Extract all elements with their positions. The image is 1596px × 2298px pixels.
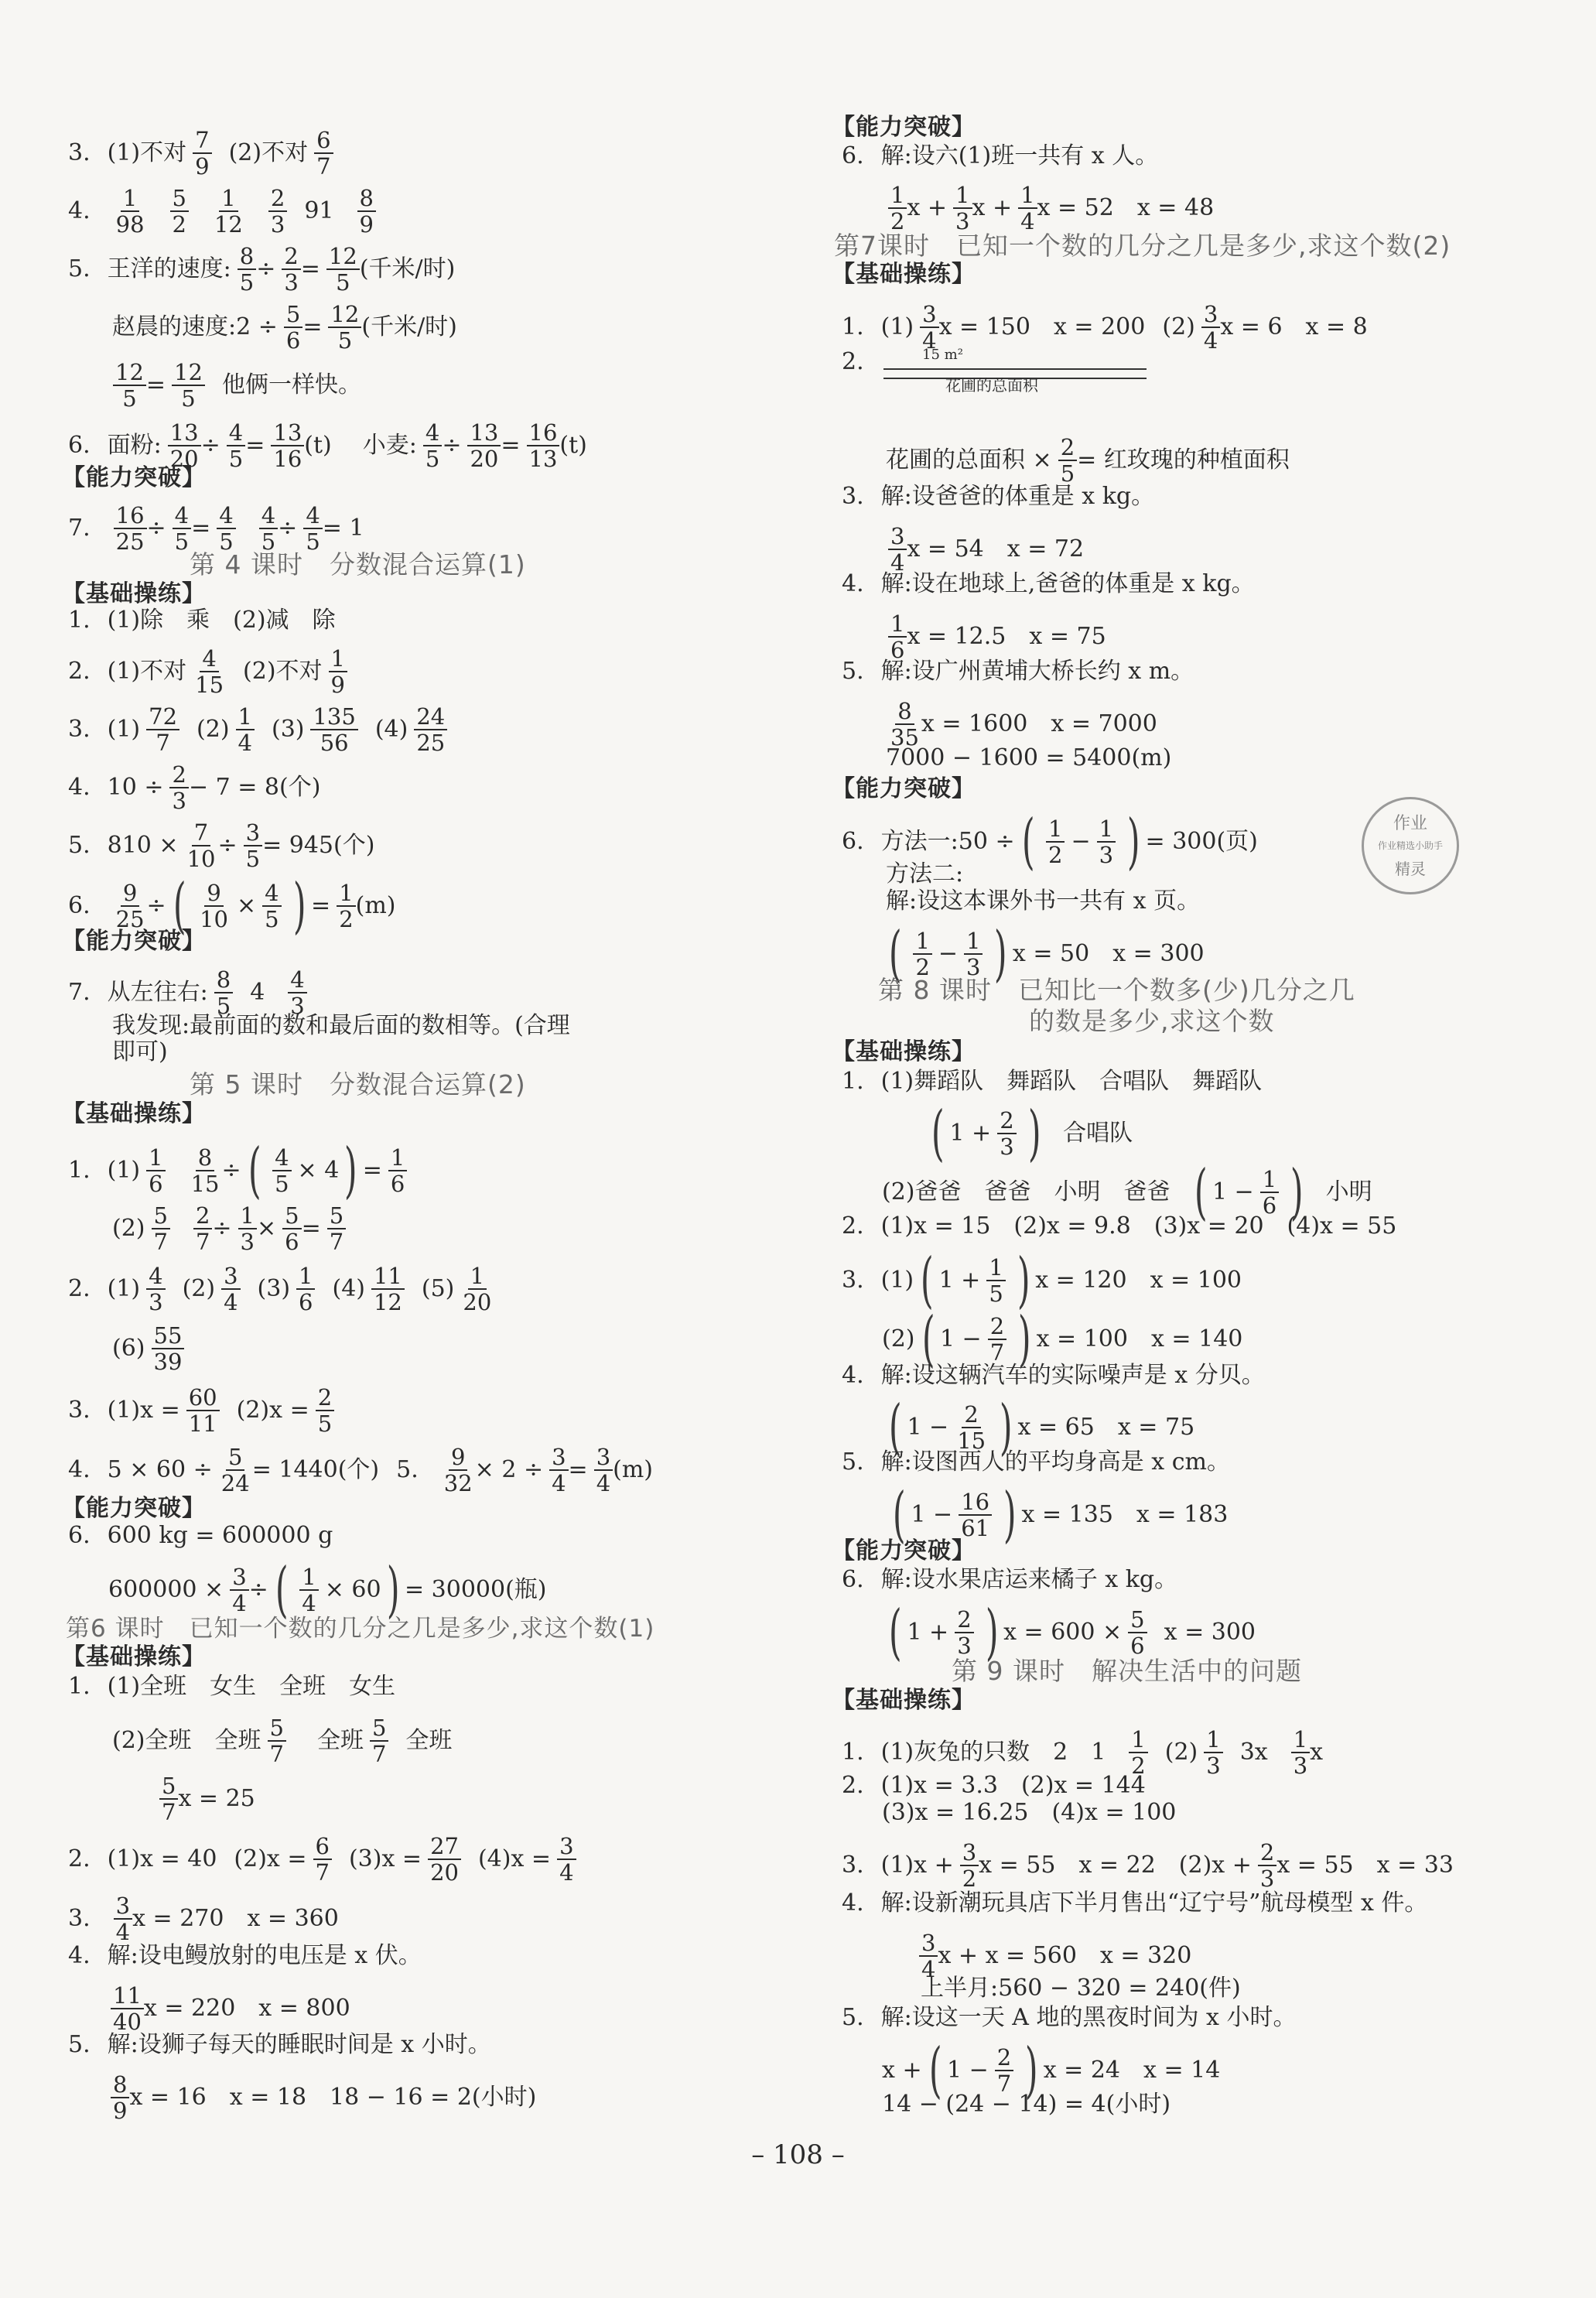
fraction: $\frac{12}{5}$	[326, 244, 360, 295]
answer-5-line-3: 14 − (24 − 14) = 4(小时)	[882, 2091, 1171, 2118]
answer-text: 即可)	[112, 1038, 168, 1065]
lesson-title: 第7课时 已知一个数的几分之几是多少,求这个数(2)	[834, 231, 1451, 261]
section-heading: 【能力突破】	[62, 1495, 206, 1522]
fraction: $\frac{1}{3}$	[964, 928, 983, 980]
fraction: $\frac{4}{5}$	[173, 503, 191, 554]
fraction: 24 25	[414, 704, 447, 755]
answer-2-line: 2. (1)x = 15 (2)x = 9.8 (3)x = 20 (4)x = 55	[842, 1212, 1397, 1240]
fraction: $\frac{12}{5}$	[328, 302, 361, 353]
answer-2-line: 2. (1)不对 4 15 (2)不对 1 9	[68, 646, 347, 697]
fraction: $\frac{6}{7}$	[313, 1834, 332, 1885]
fraction: $\frac{2}{3}$	[1258, 1840, 1276, 1891]
answer-6-line: 6. 面粉: $\frac{13}{20}$ ÷ $\frac{4}{5}$ = $\frac{13}{16}$ (t) 小麦: $\frac{4}{5}$ ÷ $\frac{13}{20}$ = $\frac{16}{13}$ (t)	[68, 419, 587, 472]
answer-6-line-2: ( 1 + $\frac{2}{3}$ ) x = 600 × $\frac{5}{6}$ x = 300	[882, 1607, 1256, 1658]
answer-text: 方法二:	[886, 860, 964, 887]
answer-5-line: 5. 解:设广州黄埔大桥长约 x m。	[842, 658, 1194, 685]
fraction: 4 3	[146, 1264, 165, 1315]
fraction: 3 4	[920, 302, 938, 353]
section-heading: 【能力突破】	[62, 928, 206, 955]
answer-3-line: 3. 解:设爸爸的体重是 x kg。	[842, 483, 1155, 510]
answer-6-line: 6. 解:设水果店运来橘子 x kg。	[842, 1566, 1178, 1593]
answer-5-line-3: $\frac{12}{5}$ = $\frac{12}{5}$ 他俩一样快。	[107, 360, 361, 411]
lesson-title: 第 8 课时 已知比一个数多(少)几分之几	[878, 975, 1355, 1005]
answer-4-line-2: 1 6 x = 12.5 x = 75	[882, 611, 1106, 662]
fraction: $\frac{2}{7}$	[193, 1203, 212, 1254]
fraction: 11 40	[111, 1983, 144, 2034]
fraction: $\frac{1}{6}$	[388, 1145, 407, 1196]
fraction: $\frac{60}{11}$	[186, 1385, 220, 1436]
fraction: 55 39	[152, 1323, 185, 1374]
bracket-group: ( 1 − $\frac{16}{61}$ )	[892, 1480, 1017, 1550]
fraction: 3 4	[919, 1930, 938, 1982]
fraction: $\frac{4}{5}$	[272, 1145, 291, 1196]
answer-4-line-2: 11 40 x = 220 x = 800	[104, 1983, 350, 2034]
fraction: $\frac{3}{2}$	[960, 1840, 979, 1891]
answer-3-line: 3. (1)x + $\frac{3}{2}$ x = 55 x = 22 (2)x + $\frac{2}{3}$ x = 55 x = 33	[842, 1839, 1454, 1892]
bracket-group: ( 1 + $\frac{1}{5}$ )	[920, 1246, 1030, 1315]
answer-4-line: 4. 解:设这辆汽车的实际噪声是 x 分贝。	[842, 1362, 1265, 1389]
fraction: $\frac{2}{5}$	[316, 1385, 334, 1436]
fraction: 1 2	[1046, 816, 1065, 867]
fraction: $\frac{2}{3}$	[282, 244, 300, 295]
answer-3-line: 3. (1)不对 7 9 (2)不对 6 7	[68, 128, 333, 179]
answer-4-line: 4. 1 98 5 2 1 12 2 3 91 8 9	[68, 186, 376, 237]
fraction: $\frac{2}{5}$	[1058, 435, 1077, 486]
answer-1-line: 1. (1)灰兔的只数 2 1 1 2 (2) 1 3 3x 1 3 x	[842, 1726, 1324, 1779]
answer-5-line: 5. 解:设这一天 A 地的黑夜时间为 x 小时。	[842, 2004, 1297, 2031]
lesson-title: 第 5 课时 分数混合运算(2)	[190, 1069, 526, 1099]
fraction: $\frac{9}{25}$	[115, 880, 145, 932]
fraction: $\frac{2}{7}$	[995, 2045, 1013, 2096]
fraction: $\frac{4}{5}$	[303, 503, 322, 554]
fraction: $\frac{3}{4}$	[557, 1834, 576, 1885]
fraction: 4 3	[288, 967, 306, 1018]
answer-4-5-line: 4. 5 × 60 ÷ $\frac{5}{24}$ = 1440(个) 5. $\frac{9}{32}$ × 2 ÷ $\frac{3}{4}$ = $\frac{3}{4}$ (m)	[68, 1444, 653, 1496]
lesson-title: 第6 课时 已知一个数的几分之几是多少,求这个数(1)	[66, 1615, 655, 1643]
answer-text: 解:设这本课外书一共有 x 页。	[886, 887, 1201, 915]
fraction: 5 7	[370, 1715, 388, 1766]
answer-2-line-2: (3)x = 16.25 (4)x = 100	[882, 1799, 1177, 1826]
fraction: $\frac{3}{5}$	[244, 820, 262, 871]
fraction: $\frac{2}{3}$	[169, 762, 188, 813]
answer-3-line-2: (2) ( 1 − $\frac{2}{7}$ ) x = 100 x = 140	[882, 1305, 1243, 1374]
fraction: 6 7	[314, 128, 333, 179]
fraction: $\frac{1}{3}$	[953, 183, 972, 234]
answer-1-line: 1. (1)除 乘 (2)减 除	[68, 607, 336, 634]
bracket-group: ( 1 − $\frac{2}{7}$ )	[921, 1305, 1031, 1374]
fraction: 1 12	[214, 185, 243, 238]
fraction: $\frac{5}{6}$	[284, 302, 302, 353]
answer-1-line: 1. (1) 3 4 x = 150 x = 200 (2) 3 4 x = 6 x = 8	[842, 301, 1368, 354]
fraction: $\frac{4}{5}$	[227, 420, 245, 471]
answer-1-line: 1. (1) 1 6 $\frac{8}{15}$ ÷ ( $\frac{4}{5}$ × 4 ) = $\frac{1}{6}$	[68, 1145, 407, 1196]
bracket-group: ( 1 − $\frac{2}{7}$ )	[928, 2036, 1038, 2105]
lesson-title: 第 9 课时 解决生活中的问题	[952, 1656, 1302, 1686]
fraction: $\frac{16}{25}$	[114, 503, 147, 554]
fraction: 3 4	[888, 524, 907, 575]
answer-1-line: 1. (1)全班 女生 全班 女生	[68, 1673, 396, 1700]
fraction: 1 9	[329, 646, 347, 697]
fraction: $\frac{12}{5}$	[113, 360, 146, 411]
fraction: 8 9	[357, 186, 376, 237]
fraction: 1 2	[888, 183, 907, 234]
answer-6-line: 6. 600 kg = 600000 g	[68, 1522, 333, 1549]
bracket-group: ( $\frac{4}{5}$ × 4 )	[248, 1136, 357, 1205]
bracket-group: ( 1 − $\frac{1}{6}$ )	[1194, 1158, 1304, 1227]
bracket-group: ( 1 2 − $\frac{1}{3}$ )	[888, 919, 1008, 989]
fraction: $\frac{2}{7}$	[988, 1314, 1006, 1365]
answer-3-line: 3. (1)x = $\frac{60}{11}$ (2)x = $\frac{2}{5}$	[68, 1385, 334, 1436]
answer-2-line: 2. (1) 4 3 (2) 3 4 (3) 1 6 (4) 11 12 (5) 1 20	[68, 1264, 494, 1315]
section-heading: 【能力突破】	[832, 114, 976, 141]
fraction: $\frac{9}{32}$	[443, 1444, 473, 1496]
fraction: $\frac{13}{20}$	[467, 420, 501, 471]
answer-2-line: 2. (1)x = 40 (2)x = $\frac{6}{7}$ (3)x = $\frac{27}{20}$ (4)x = $\frac{3}{4}$	[68, 1834, 576, 1885]
answer-4-line: 4. 解:设新潮玩具店下半月售出“辽宁号”航母模型 x 件。	[842, 1889, 1428, 1917]
section-heading: 【基础操练】	[62, 580, 206, 607]
lesson-title: 第 4 课时 分数混合运算(1)	[190, 549, 526, 580]
fraction: $\frac{13}{20}$	[168, 420, 201, 471]
fraction: $\frac{1}{6}$	[1260, 1167, 1279, 1218]
fraction: 1 20	[463, 1263, 492, 1315]
fraction: $\frac{5}{7}$	[327, 1203, 346, 1254]
answer-7-line: 7. 从左往右: 8 5 4 4 3	[68, 967, 307, 1018]
fraction: $\frac{4}{5}$	[217, 503, 235, 554]
answer-text: 我发现:最前面的数和最后面的数相等。(合理	[112, 1012, 570, 1039]
answer-1-line: 1. (1)舞蹈队 舞蹈队 合唱队 舞蹈队	[842, 1068, 1263, 1095]
fraction: $\frac{12}{5}$	[172, 360, 205, 411]
fraction: $\frac{5}{6}$	[1128, 1607, 1147, 1658]
answer-2-line-2: (6) 55 39	[112, 1323, 184, 1374]
answer-1-line-3: 5 7 x = 25	[153, 1773, 255, 1824]
stamp-logo: 作业 作业精选小助手 精灵	[1362, 797, 1459, 894]
answer-3-line-2: 3 4 x = 54 x = 72	[882, 524, 1084, 575]
answer-6-line: 6. $\frac{9}{25}$ ÷ ( $\frac{9}{10}$ × $\frac{4}{5}$ ) = $\frac{1}{2}$ (m)	[68, 871, 396, 941]
fraction: 8 9	[111, 2072, 129, 2123]
fraction: $\frac{9}{10}$	[200, 880, 229, 932]
fraction: 2 3	[268, 186, 287, 237]
answer-5-line-2: 赵晨的速度:2 ÷ $\frac{5}{6}$ = $\frac{12}{5}$ (千米/时)	[112, 301, 457, 354]
fraction: $\frac{16}{61}$	[959, 1489, 992, 1541]
fraction: 3 4	[1201, 302, 1220, 353]
fraction: $\frac{27}{20}$	[428, 1834, 461, 1885]
answer-4-line-2: ( 1 − $\frac{2}{15}$ ) x = 65 x = 75	[882, 1402, 1194, 1453]
answer-5-line: 5. 解:设狮子每天的睡眠时间是 x 小时。	[68, 2031, 491, 2058]
answer-4-line-3: 上半月:560 − 320 = 240(件)	[921, 1975, 1241, 2002]
fraction: $\frac{4}{5}$	[259, 503, 278, 554]
fraction: 1 2	[913, 928, 931, 980]
section-heading: 【基础操练】	[832, 261, 976, 288]
answer-1-line-2: (2)全班 全班 5 7 全班 5 7 全班	[112, 1715, 453, 1767]
fraction: $\frac{7}{10}$	[186, 819, 216, 872]
answer-1-line-3: (2)爸爸 爸爸 小明 爸爸 ( 1 − $\frac{1}{6}$ ) 小明	[882, 1158, 1372, 1227]
page-number: – 108 –	[751, 2139, 845, 2170]
answer-4-line: 4. 解:设在地球上,爸爸的体重是 x kg。	[842, 570, 1255, 597]
fraction: 72 7	[146, 704, 179, 755]
section-heading: 【能力突破】	[62, 464, 206, 491]
answer-6-line-2: 600000 × $\frac{3}{4}$ ÷ ( $\frac{1}{4}$ × 60 ) = 30000(瓶)	[108, 1555, 547, 1625]
fraction: 5 7	[159, 1773, 178, 1824]
answer-5-line-2: 8 35 x = 1600 x = 7000	[882, 699, 1157, 750]
answer-5-line-3: 7000 − 1600 = 5400(m)	[886, 744, 1172, 771]
fraction: 8 5	[214, 967, 233, 1018]
answer-6-line: 6. 解:设六(1)班一共有 x 人。	[842, 142, 1159, 169]
answer-5-line-2: x + ( 1 − $\frac{2}{7}$ ) x = 24 x = 14	[882, 2036, 1221, 2105]
answer-3-line: 3. (1) ( 1 + $\frac{1}{5}$ ) x = 120 x = 100	[842, 1246, 1242, 1315]
answer-4-line-2: 3 4 x + x = 560 x = 320	[913, 1930, 1191, 1982]
answer-5-line: 5. 王洋的速度: $\frac{8}{5}$ ÷ $\frac{2}{3}$ = $\frac{12}{5}$ (千米/时)	[68, 243, 456, 296]
answer-6-equation: ( 1 2 − $\frac{1}{3}$ ) x = 50 x = 300	[882, 928, 1205, 980]
fraction: $\frac{1}{3}$	[238, 1203, 257, 1254]
answer-5-line: 5. 解:设图西人的平均身高是 x cm。	[842, 1448, 1230, 1476]
lesson-title-2: 的数是多少,求这个数	[1029, 1006, 1275, 1036]
answer-5-line-2: 8 9 x = 16 x = 18 18 − 16 = 2(小时)	[104, 2072, 536, 2123]
fraction: $\frac{2}{3}$	[955, 1607, 973, 1658]
fraction: $\frac{13}{16}$	[271, 420, 304, 471]
section-heading: 【基础操练】	[832, 1687, 976, 1714]
fraction: 3 4	[114, 1893, 132, 1944]
fraction: 1 98	[115, 185, 145, 238]
fraction: $\frac{1}{2}$	[337, 881, 355, 932]
section-heading: 【基础操练】	[62, 1100, 206, 1127]
answer-6-line-2: 1 2 x + $\frac{1}{3}$ x + $\frac{1}{4}$ x = 52 x = 48	[882, 183, 1214, 234]
answer-2-line-2: 花圃的总面积 × $\frac{2}{5}$ = 红玫瑰的种植面积	[886, 434, 1290, 487]
answer-4-line: 4. 10 ÷ $\frac{2}{3}$ − 7 = 8(个)	[68, 761, 321, 814]
section-heading: 【基础操练】	[832, 1038, 976, 1065]
answer-3-line: 3. (1) 72 7 (2) 1 4 (3) 135 56 (4) 24 25	[68, 704, 447, 755]
answer-6-line: 6. 方法一:50 ÷ ( 1 2 − $\frac{1}{3}$ ) = 300(页)	[842, 807, 1258, 877]
fraction: $\frac{8}{5}$	[238, 244, 256, 295]
answer-1-line-2: ( 1 + $\frac{2}{3}$ ) 合唱队	[924, 1108, 1133, 1159]
answer-2-line: 2.	[842, 348, 864, 375]
fraction: $\frac{1}{5}$	[986, 1255, 1005, 1306]
fraction: 1 6	[296, 1264, 315, 1315]
fraction: 1 6	[146, 1145, 165, 1196]
fraction: 1 3	[1291, 1727, 1310, 1778]
bracket-group: ( 1 + $\frac{2}{3}$ )	[931, 1099, 1041, 1168]
area-diagram: 15 m² 花圃的总面积	[883, 350, 1147, 398]
section-heading: 【基础操练】	[62, 1643, 206, 1670]
bracket-group: ( 1 + $\frac{2}{3}$ )	[888, 1598, 999, 1667]
answer-7-line: 7. $\frac{16}{25}$ ÷ $\frac{4}{5}$ = $\frac{4}{5}$ $\frac{4}{5}$ ÷ $\frac{4}{5}$ = 1	[68, 502, 364, 555]
answer-1-line-2: (2) 5 7 $\frac{2}{7}$ ÷ $\frac{1}{3}$ × $\frac{5}{6}$ = $\frac{5}{7}$	[112, 1203, 346, 1254]
fraction: 4 15	[195, 645, 224, 698]
fraction: $\frac{1}{4}$	[299, 1564, 318, 1616]
fraction: 135 56	[310, 704, 357, 755]
fraction: 5 7	[268, 1715, 286, 1766]
bracket-group: ( $\frac{1}{4}$ × 60 )	[275, 1555, 400, 1625]
fraction: $\frac{8}{15}$	[190, 1144, 220, 1197]
fraction: 1 2	[1129, 1727, 1147, 1778]
fraction: $\frac{1}{4}$	[1018, 183, 1037, 234]
bracket-group: ( 1 − $\frac{2}{15}$ )	[888, 1393, 1013, 1462]
fraction: $\frac{2}{3}$	[997, 1108, 1016, 1159]
fraction: $\frac{16}{13}$	[527, 420, 560, 471]
fraction: $\frac{3}{4}$	[594, 1445, 613, 1496]
fraction: $\frac{3}{4}$	[230, 1564, 248, 1616]
bracket-group: ( $\frac{9}{10}$ × $\frac{4}{5}$ )	[173, 871, 306, 941]
fraction: $\frac{4}{5}$	[423, 420, 442, 471]
fraction: $\frac{3}{4}$	[549, 1445, 568, 1496]
fraction: $\frac{5}{6}$	[282, 1203, 301, 1254]
fraction: 5 7	[152, 1203, 170, 1254]
fraction: 5 2	[170, 186, 189, 237]
answer-5-line: 5. 810 × $\frac{7}{10}$ ÷ $\frac{3}{5}$ = 945(个)	[68, 819, 375, 872]
answer-4-line: 4. 解:设电鳗放射的电压是 x 伏。	[68, 1942, 422, 1969]
answer-2-line: 2. (1)x = 3.3 (2)x = 144	[842, 1772, 1146, 1799]
fraction: 11 12	[371, 1264, 405, 1315]
answer-5-line-2: ( 1 − $\frac{16}{61}$ ) x = 135 x = 183	[886, 1489, 1228, 1541]
section-heading: 【能力突破】	[832, 775, 976, 802]
fraction: 3 4	[221, 1264, 240, 1315]
fraction: 7 9	[193, 128, 211, 179]
fraction: $\frac{1}{3}$	[1097, 816, 1116, 867]
bracket-group: ( 1 2 − $\frac{1}{3}$ )	[1021, 807, 1140, 877]
fraction: 1 4	[236, 704, 255, 755]
section-heading: 【能力突破】	[832, 1537, 976, 1564]
fraction: $\frac{2}{15}$	[957, 1401, 986, 1454]
fraction: $\frac{4}{5}$	[262, 881, 281, 932]
fraction: 1 3	[1204, 1727, 1222, 1778]
fraction: $\frac{5}{24}$	[220, 1444, 250, 1496]
fraction: 8 35	[890, 698, 919, 751]
fraction: 1 6	[888, 611, 907, 662]
answer-3-line: 3. 3 4 x = 270 x = 360	[68, 1893, 339, 1945]
